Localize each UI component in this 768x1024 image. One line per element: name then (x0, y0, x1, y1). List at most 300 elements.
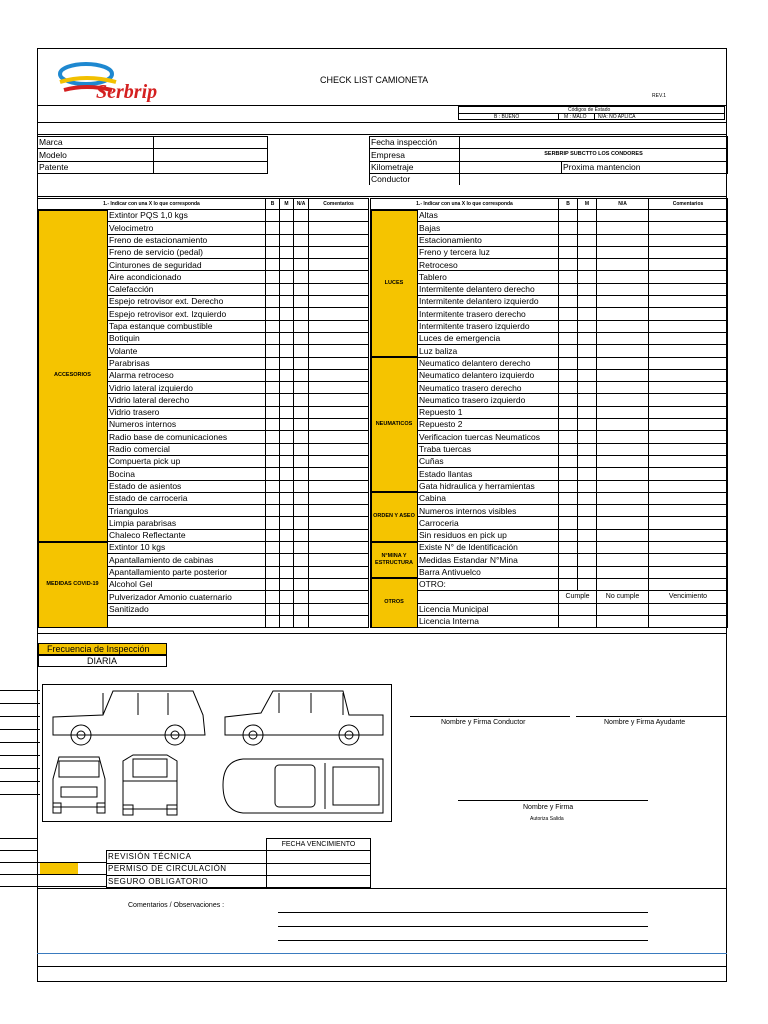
na-check[interactable] (597, 406, 649, 418)
b-check[interactable] (559, 332, 578, 344)
comment-cell[interactable] (309, 529, 369, 541)
comment-cell[interactable] (309, 578, 369, 590)
comment-cell[interactable] (309, 271, 369, 283)
m-check[interactable] (578, 259, 597, 271)
b-check[interactable] (266, 357, 280, 369)
empresa-value: SERBRIP SUBCTTO LOS CONDORES (460, 149, 728, 161)
b-check[interactable] (266, 271, 280, 283)
no-cumple-check[interactable] (597, 615, 649, 627)
b-check[interactable] (266, 603, 280, 615)
b-check[interactable] (266, 234, 280, 246)
na-check[interactable] (294, 480, 309, 492)
na-check[interactable] (597, 468, 649, 480)
m-check[interactable] (280, 443, 294, 455)
comment-cell[interactable] (309, 296, 369, 308)
comment-cell[interactable] (309, 566, 369, 578)
comment-cell[interactable] (309, 443, 369, 455)
comment-cell[interactable] (649, 554, 728, 566)
b-check[interactable] (559, 468, 578, 480)
comment-cell[interactable] (309, 542, 369, 554)
comment-cell[interactable] (649, 296, 728, 308)
m-check[interactable] (578, 320, 597, 332)
otros-row (371, 603, 728, 615)
na-check[interactable] (294, 505, 309, 517)
m-check[interactable] (578, 234, 597, 246)
b-check[interactable] (559, 345, 578, 357)
m-check[interactable] (280, 591, 294, 603)
comment-cell[interactable] (649, 443, 728, 455)
b-check[interactable] (559, 431, 578, 443)
m-check[interactable] (280, 394, 294, 406)
m-check[interactable] (578, 382, 597, 394)
m-check[interactable] (578, 406, 597, 418)
comment-cell[interactable] (309, 394, 369, 406)
na-check[interactable] (294, 357, 309, 369)
na-check[interactable] (294, 455, 309, 467)
comment-cell[interactable] (649, 345, 728, 357)
na-check[interactable] (597, 332, 649, 344)
m-check[interactable] (280, 517, 294, 529)
na-check[interactable] (597, 382, 649, 394)
m-check[interactable] (578, 542, 597, 554)
m-check[interactable] (280, 529, 294, 541)
m-check[interactable] (280, 542, 294, 554)
m-check[interactable] (578, 455, 597, 467)
item-label: Cabina (418, 492, 559, 504)
comment-cell[interactable] (309, 615, 369, 627)
b-check[interactable] (266, 468, 280, 480)
b-check[interactable] (559, 283, 578, 295)
b-check[interactable] (266, 320, 280, 332)
na-check[interactable] (294, 210, 309, 222)
no-cumple-check[interactable] (597, 603, 649, 615)
na-check[interactable] (597, 419, 649, 431)
m-check[interactable] (280, 480, 294, 492)
comment-cell[interactable] (649, 320, 728, 332)
na-check[interactable] (294, 259, 309, 271)
m-check[interactable] (578, 443, 597, 455)
na-check[interactable] (597, 443, 649, 455)
b-check[interactable] (266, 443, 280, 455)
m-check[interactable] (280, 431, 294, 443)
comment-cell[interactable] (649, 480, 728, 492)
b-check[interactable] (266, 480, 280, 492)
m-check[interactable] (280, 210, 294, 222)
comment-cell[interactable] (649, 517, 728, 529)
b-check[interactable] (266, 259, 280, 271)
na-check[interactable] (294, 308, 309, 320)
comment-cell[interactable] (649, 455, 728, 467)
m-check[interactable] (280, 246, 294, 258)
m-check[interactable] (280, 566, 294, 578)
comment-cell[interactable] (649, 308, 728, 320)
comment-cell[interactable] (649, 332, 728, 344)
na-check[interactable] (294, 492, 309, 504)
b-check[interactable] (266, 222, 280, 234)
comment-cell[interactable] (309, 345, 369, 357)
b-check[interactable] (559, 455, 578, 467)
comment-cell[interactable] (309, 259, 369, 271)
na-check[interactable] (597, 283, 649, 295)
item-label: Tablero (418, 271, 559, 283)
b-check[interactable] (559, 234, 578, 246)
m-check[interactable] (280, 222, 294, 234)
m-check[interactable] (578, 271, 597, 283)
comment-cell[interactable] (309, 480, 369, 492)
comment-cell[interactable] (309, 406, 369, 418)
comment-cell[interactable] (649, 234, 728, 246)
m-check[interactable] (578, 505, 597, 517)
comment-cell[interactable] (309, 246, 369, 258)
na-check[interactable] (597, 517, 649, 529)
b-check[interactable] (266, 394, 280, 406)
m-check[interactable] (578, 332, 597, 344)
m-check[interactable] (280, 332, 294, 344)
b-check[interactable] (559, 369, 578, 381)
m-check[interactable] (578, 480, 597, 492)
comment-cell[interactable] (309, 468, 369, 480)
na-check[interactable] (597, 505, 649, 517)
m-check[interactable] (578, 419, 597, 431)
comment-cell[interactable] (649, 283, 728, 295)
permiso-circulacion-fecha[interactable] (267, 863, 371, 875)
checklist-row (371, 234, 728, 246)
m-check[interactable] (280, 369, 294, 381)
comment-cell[interactable] (649, 210, 728, 222)
b-check[interactable] (559, 222, 578, 234)
revision-tecnica-label: REVISIÓN TÉCNICA (107, 851, 267, 863)
cumple-check[interactable] (559, 603, 597, 615)
m-check[interactable] (578, 394, 597, 406)
comment-cell[interactable] (309, 332, 369, 344)
item-label: Neumatico delantero derecho (418, 357, 559, 369)
comment-cell[interactable] (649, 578, 728, 590)
na-check[interactable] (597, 345, 649, 357)
comment-cell[interactable] (309, 492, 369, 504)
comment-cell[interactable] (309, 419, 369, 431)
m-check[interactable] (280, 554, 294, 566)
patente-value[interactable] (154, 161, 268, 173)
b-check[interactable] (266, 283, 280, 295)
na-check[interactable] (597, 492, 649, 504)
right-comentarios-header: Comentarios (649, 199, 728, 210)
b-check[interactable] (559, 419, 578, 431)
m-check[interactable] (578, 283, 597, 295)
na-check[interactable] (597, 542, 649, 554)
m-check[interactable] (280, 271, 294, 283)
comment-cell[interactable] (309, 554, 369, 566)
na-check[interactable] (294, 394, 309, 406)
na-check[interactable] (294, 542, 309, 554)
b-check[interactable] (559, 382, 578, 394)
b-check[interactable] (559, 578, 578, 590)
m-check[interactable] (280, 259, 294, 271)
comment-cell[interactable] (309, 369, 369, 381)
na-check[interactable] (597, 554, 649, 566)
b-check[interactable] (559, 406, 578, 418)
na-check[interactable] (294, 443, 309, 455)
comment-cell[interactable] (649, 529, 728, 541)
item-label: Neumatico trasero izquierdo (418, 394, 559, 406)
comment-cell[interactable] (309, 320, 369, 332)
b-check[interactable] (559, 320, 578, 332)
na-check[interactable] (597, 246, 649, 258)
b-check[interactable] (559, 529, 578, 541)
m-check[interactable] (578, 246, 597, 258)
b-check[interactable] (266, 455, 280, 467)
m-check[interactable] (578, 554, 597, 566)
comment-cell[interactable] (309, 505, 369, 517)
revision-tecnica-fecha[interactable] (267, 851, 371, 863)
na-check[interactable] (597, 271, 649, 283)
m-check[interactable] (280, 283, 294, 295)
na-check[interactable] (597, 210, 649, 222)
b-check[interactable] (559, 554, 578, 566)
na-check[interactable] (597, 308, 649, 320)
kilometraje-value[interactable] (460, 161, 562, 173)
na-check[interactable] (597, 455, 649, 467)
na-check[interactable] (597, 357, 649, 369)
na-check[interactable] (294, 369, 309, 381)
m-check[interactable] (280, 603, 294, 615)
comment-cell[interactable] (649, 542, 728, 554)
comment-cell[interactable] (649, 357, 728, 369)
na-check[interactable] (294, 345, 309, 357)
comment-cell[interactable] (309, 210, 369, 222)
fecha-value[interactable] (460, 137, 728, 149)
comment-cell[interactable] (309, 603, 369, 615)
b-check[interactable] (559, 505, 578, 517)
comment-cell[interactable] (649, 419, 728, 431)
na-check[interactable] (294, 406, 309, 418)
b-check[interactable] (266, 615, 280, 627)
b-check[interactable] (266, 431, 280, 443)
na-check[interactable] (597, 431, 649, 443)
na-check[interactable] (294, 615, 309, 627)
na-check[interactable] (597, 222, 649, 234)
m-check[interactable] (280, 505, 294, 517)
item-label: Neumatico trasero derecho (418, 382, 559, 394)
m-check[interactable] (578, 578, 597, 590)
na-check[interactable] (597, 578, 649, 590)
na-check[interactable] (597, 296, 649, 308)
b-check[interactable] (559, 492, 578, 504)
comment-cell[interactable] (309, 517, 369, 529)
vencimiento-cell[interactable] (649, 603, 728, 615)
na-check[interactable] (294, 320, 309, 332)
m-check[interactable] (578, 296, 597, 308)
b-check[interactable] (266, 542, 280, 554)
comment-cell[interactable] (649, 468, 728, 480)
na-check[interactable] (294, 591, 309, 603)
na-check[interactable] (597, 394, 649, 406)
vencimiento-cell[interactable] (649, 615, 728, 627)
na-check[interactable] (597, 320, 649, 332)
b-check[interactable] (266, 382, 280, 394)
comment-cell[interactable] (309, 455, 369, 467)
comment-cell[interactable] (649, 259, 728, 271)
na-check[interactable] (597, 259, 649, 271)
comment-cell[interactable] (309, 222, 369, 234)
b-check[interactable] (266, 419, 280, 431)
comment-cell[interactable] (309, 382, 369, 394)
item-label: Numeros internos (108, 419, 266, 431)
b-check[interactable] (266, 246, 280, 258)
marca-value[interactable] (154, 137, 268, 149)
m-check[interactable] (280, 492, 294, 504)
m-check[interactable] (578, 566, 597, 578)
modelo-value[interactable] (154, 149, 268, 161)
b-check[interactable] (559, 517, 578, 529)
comment-cell[interactable] (309, 308, 369, 320)
m-check[interactable] (578, 529, 597, 541)
conductor-value[interactable] (460, 173, 728, 185)
na-check[interactable] (597, 234, 649, 246)
m-check[interactable] (280, 406, 294, 418)
m-check[interactable] (578, 357, 597, 369)
m-check[interactable] (280, 578, 294, 590)
na-check[interactable] (294, 246, 309, 258)
group-neumaticos: NEUMATICOS (371, 357, 418, 492)
comment-cell[interactable] (649, 505, 728, 517)
m-check[interactable] (280, 308, 294, 320)
conductor-label: Conductor (370, 173, 460, 185)
m-check[interactable] (280, 468, 294, 480)
comment-cell[interactable] (649, 431, 728, 443)
na-check[interactable] (597, 566, 649, 578)
m-check[interactable] (280, 382, 294, 394)
na-check[interactable] (294, 419, 309, 431)
checklist-row (371, 505, 728, 517)
b-check[interactable] (559, 443, 578, 455)
m-check[interactable] (280, 296, 294, 308)
comment-cell[interactable] (309, 283, 369, 295)
item-label: Limpia parabrisas (108, 517, 266, 529)
b-check[interactable] (266, 308, 280, 320)
na-check[interactable] (294, 234, 309, 246)
no-cumple-header: No cumple (597, 591, 649, 603)
b-check[interactable] (559, 259, 578, 271)
item-label: Botiquin (108, 332, 266, 344)
m-check[interactable] (578, 369, 597, 381)
b-check[interactable] (559, 308, 578, 320)
m-check[interactable] (280, 615, 294, 627)
comment-cell[interactable] (649, 566, 728, 578)
na-check[interactable] (294, 222, 309, 234)
b-check[interactable] (266, 492, 280, 504)
m-check[interactable] (280, 234, 294, 246)
b-check[interactable] (559, 210, 578, 222)
item-label: Freno de servicio (pedal) (108, 246, 266, 258)
comment-cell[interactable] (649, 222, 728, 234)
m-check[interactable] (280, 320, 294, 332)
m-check[interactable] (280, 455, 294, 467)
item-label: Estado de carroceria (108, 492, 266, 504)
b-check[interactable] (266, 517, 280, 529)
m-check[interactable] (578, 517, 597, 529)
m-check[interactable] (578, 210, 597, 222)
b-check[interactable] (266, 529, 280, 541)
comment-cell[interactable] (649, 246, 728, 258)
b-check[interactable] (559, 394, 578, 406)
na-check[interactable] (294, 468, 309, 480)
na-check[interactable] (294, 382, 309, 394)
na-check[interactable] (597, 529, 649, 541)
comment-cell[interactable] (649, 394, 728, 406)
m-check[interactable] (280, 345, 294, 357)
na-check[interactable] (597, 480, 649, 492)
na-check[interactable] (294, 283, 309, 295)
na-check[interactable] (597, 369, 649, 381)
b-check[interactable] (266, 566, 280, 578)
m-check[interactable] (578, 345, 597, 357)
item-label: Alarma retroceso (108, 369, 266, 381)
comment-cell[interactable] (309, 591, 369, 603)
comment-cell[interactable] (649, 369, 728, 381)
m-check[interactable] (578, 308, 597, 320)
na-check[interactable] (294, 554, 309, 566)
na-check[interactable] (294, 529, 309, 541)
seguro-obligatorio-fecha[interactable] (267, 875, 371, 887)
m-check[interactable] (578, 468, 597, 480)
comment-cell[interactable] (649, 492, 728, 504)
b-check[interactable] (559, 246, 578, 258)
b-check[interactable] (266, 369, 280, 381)
na-check[interactable] (294, 566, 309, 578)
m-check[interactable] (280, 357, 294, 369)
m-check[interactable] (280, 419, 294, 431)
b-check[interactable] (266, 332, 280, 344)
b-check[interactable] (266, 210, 280, 222)
b-check[interactable] (559, 296, 578, 308)
comment-cell[interactable] (649, 271, 728, 283)
item-label: Numeros internos visibles (418, 505, 559, 517)
b-check[interactable] (266, 505, 280, 517)
comment-cell[interactable] (309, 357, 369, 369)
b-check[interactable] (559, 542, 578, 554)
na-check[interactable] (294, 332, 309, 344)
b-check[interactable] (266, 345, 280, 357)
item-label: Vidrio trasero (108, 406, 266, 418)
b-check[interactable] (559, 271, 578, 283)
na-check[interactable] (294, 296, 309, 308)
na-check[interactable] (294, 578, 309, 590)
b-check[interactable] (559, 566, 578, 578)
b-check[interactable] (266, 296, 280, 308)
m-check[interactable] (578, 222, 597, 234)
item-label: Repuesto 1 (418, 406, 559, 418)
cumple-check[interactable] (559, 615, 597, 627)
b-check[interactable] (266, 554, 280, 566)
b-check[interactable] (559, 480, 578, 492)
checklist-row (371, 320, 728, 332)
b-check[interactable] (266, 406, 280, 418)
na-check[interactable] (294, 517, 309, 529)
m-check[interactable] (578, 431, 597, 443)
comment-cell[interactable] (309, 234, 369, 246)
comment-cell[interactable] (309, 431, 369, 443)
b-check[interactable] (266, 578, 280, 590)
na-check[interactable] (294, 603, 309, 615)
b-check[interactable] (559, 357, 578, 369)
b-check[interactable] (266, 591, 280, 603)
na-check[interactable] (294, 271, 309, 283)
m-check[interactable] (578, 492, 597, 504)
na-check[interactable] (294, 431, 309, 443)
comment-cell[interactable] (649, 382, 728, 394)
comment-cell[interactable] (649, 406, 728, 418)
item-label: Freno de estacionamiento (108, 234, 266, 246)
